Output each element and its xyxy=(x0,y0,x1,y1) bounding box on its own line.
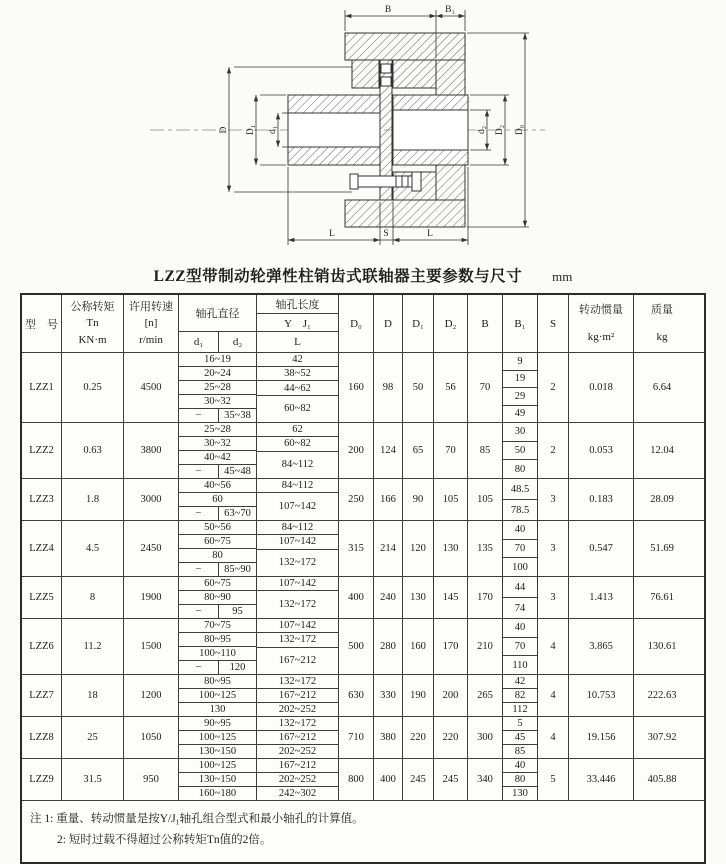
table-row xyxy=(22,619,704,675)
bore-d1-cell: − xyxy=(179,605,219,618)
table-row xyxy=(22,479,704,521)
bore-length-cell: 107~142 xyxy=(257,619,338,633)
bore-diameter-row: 60~75 xyxy=(179,535,256,549)
bore-diameter-row xyxy=(179,661,256,674)
unit-label: mm xyxy=(552,269,573,284)
header-torque-line2: Tn xyxy=(86,317,99,330)
header-inertia xyxy=(569,295,634,352)
title-bar xyxy=(0,264,726,286)
bore-length-column xyxy=(257,353,339,422)
d-cell: 214 xyxy=(374,521,403,576)
d2-dim-cell: 105 xyxy=(434,479,468,520)
b1-column xyxy=(503,619,538,674)
d1-dim-cell: 190 xyxy=(403,675,434,716)
b1-column xyxy=(503,479,538,520)
table-row xyxy=(22,675,704,717)
bore-length-cell: 84~112 xyxy=(257,521,338,535)
bore-diameter-row: 100~125 xyxy=(179,759,256,773)
b1-cell: 78.5 xyxy=(510,504,530,516)
b-cell: 210 xyxy=(468,619,503,674)
bore-diameter-row xyxy=(179,507,256,520)
bore-diameter-row: 30~32 xyxy=(179,437,256,451)
b1-cell: 112 xyxy=(512,704,528,715)
header-speed xyxy=(124,295,179,352)
speed-cell: 3000 xyxy=(124,479,179,520)
bore-d1-cell: − xyxy=(179,661,219,674)
dim-label-D0: D₀ xyxy=(515,124,525,136)
b1-cell: 40 xyxy=(503,619,537,638)
table-row xyxy=(22,759,704,801)
bore-length-column xyxy=(257,521,339,576)
speed-cell: 4500 xyxy=(124,353,179,422)
inertia-cell: 0.547 xyxy=(569,521,634,576)
d2-dim-cell: 145 xyxy=(434,577,468,618)
b-cell: 70 xyxy=(468,353,503,422)
s-cell: 3 xyxy=(538,479,569,520)
model-cell: LZZ3 xyxy=(22,479,62,520)
bore-length-cell: 202~252 xyxy=(278,704,317,715)
bore-length-cell: 132~172 xyxy=(278,599,317,611)
table-row xyxy=(22,423,704,479)
bore-length-cell: 132~172 xyxy=(257,675,338,689)
header-bore-length xyxy=(257,295,339,352)
s-cell: 3 xyxy=(538,521,569,576)
parameters-table xyxy=(20,293,706,864)
b1-column xyxy=(503,521,538,576)
bore-diameter-row: 80 xyxy=(179,549,256,563)
bore-diameter-column xyxy=(179,675,257,716)
bore-diameter-row xyxy=(179,465,256,478)
header-D0: D₀ xyxy=(339,295,374,352)
bore-length-cell: 44~62 xyxy=(257,381,338,395)
bore-diameter-row: 60 xyxy=(179,493,256,507)
b1-cell: 70 xyxy=(503,638,537,657)
b1-column xyxy=(503,759,538,800)
d1-dim-cell: 130 xyxy=(403,577,434,618)
b1-cell: 50 xyxy=(503,442,537,461)
dim-label-B: B xyxy=(384,5,392,15)
d-cell: 380 xyxy=(374,717,403,758)
bore-length-cell: 132~172 xyxy=(278,557,317,569)
mass-cell: 6.64 xyxy=(652,382,672,393)
mass-cell: 130.61 xyxy=(647,641,677,652)
header-mass xyxy=(634,295,690,352)
bore-diameter-row: 100~125 xyxy=(179,731,256,745)
mass-cell: 405.88 xyxy=(647,774,677,785)
bore-length-cell: 107~142 xyxy=(257,535,338,549)
header-speed-line2: [n] xyxy=(144,317,158,330)
bore-length-cell: 107~142 xyxy=(257,577,338,591)
b1-cell: 19 xyxy=(503,371,537,389)
d2-dim-cell: 56 xyxy=(434,353,468,422)
mass-cell: 28.09 xyxy=(650,494,674,505)
bore-d2-cell: 63~70 xyxy=(224,508,251,519)
bore-diameter-row: 160~180 xyxy=(198,788,237,799)
header-S: S xyxy=(538,295,569,352)
bore-length-cell: 132~172 xyxy=(257,633,338,647)
s-cell: 5 xyxy=(538,759,569,800)
d2-dim-cell: 200 xyxy=(434,675,468,716)
header-d1: d₁ xyxy=(179,332,219,352)
model-cell: LZZ6 xyxy=(22,619,62,674)
bore-d2-cell: 85~90 xyxy=(224,564,251,575)
d0-cell: 630 xyxy=(339,675,374,716)
header-bore-diameter-sub xyxy=(179,332,256,352)
d0-cell: 250 xyxy=(339,479,374,520)
dim-label-B1: B₁ xyxy=(445,5,455,15)
table-row xyxy=(22,521,704,577)
bore-diameter-column xyxy=(179,479,257,520)
header-torque xyxy=(62,295,124,352)
bore-length-column xyxy=(257,423,339,478)
d1-dim-cell: 120 xyxy=(403,521,434,576)
torque-cell: 31.5 xyxy=(62,759,124,800)
inertia-cell: 0.018 xyxy=(569,353,634,422)
b1-cell: 110 xyxy=(512,659,528,671)
bore-length-cell: 60~82 xyxy=(284,403,311,415)
bore-length-column xyxy=(257,717,339,758)
bore-length-column xyxy=(257,577,339,618)
b-cell: 105 xyxy=(468,479,503,520)
mass-cell: 307.92 xyxy=(647,732,677,743)
b1-cell: 74 xyxy=(514,602,526,614)
bore-diameter-row: 90~95 xyxy=(179,717,256,731)
d1-dim-cell: 220 xyxy=(403,717,434,758)
header-bore-diameter-title: 轴孔直径 xyxy=(179,295,256,332)
b1-cell: 40 xyxy=(503,521,537,540)
bore-diameter-row: 50~56 xyxy=(179,521,256,535)
inertia-cell: 0.183 xyxy=(569,479,634,520)
b1-cell: 70 xyxy=(503,540,537,559)
s-cell: 4 xyxy=(538,619,569,674)
torque-cell: 8 xyxy=(62,577,124,618)
inertia-cell: 0.053 xyxy=(569,423,634,478)
bore-diameter-column xyxy=(179,423,257,478)
model-cell: LZZ1 xyxy=(22,353,62,422)
bore-length-cell: 60~82 xyxy=(257,437,338,451)
bore-d1-cell: − xyxy=(179,465,219,478)
bore-d2-cell: 45~48 xyxy=(224,466,251,477)
header-yj1: Y J₁ xyxy=(257,314,338,332)
d1-dim-cell: 50 xyxy=(403,353,434,422)
bore-diameter-row: 130~150 xyxy=(179,773,256,787)
b1-cell: 45 xyxy=(503,731,537,745)
dim-label-d1: d₁ xyxy=(268,125,278,135)
header-L: L xyxy=(294,336,301,348)
b1-cell: 82 xyxy=(503,689,537,703)
bore-diameter-column xyxy=(179,759,257,800)
header-D: D xyxy=(374,295,403,352)
speed-cell: 1200 xyxy=(124,675,179,716)
dim-label-D2: D₂ xyxy=(495,124,505,136)
header-inertia-line2: kg·m² xyxy=(587,330,615,343)
b1-cell: 100 xyxy=(512,561,528,573)
header-mass-line1: 质量 xyxy=(651,304,673,316)
dim-label-D1: D₁ xyxy=(246,124,256,136)
bore-diameter-row: 130~150 xyxy=(198,746,237,757)
bore-length-cell: 84~112 xyxy=(281,459,314,471)
d1-dim-cell: 65 xyxy=(403,423,434,478)
bore-diameter-row xyxy=(179,605,256,618)
header-B: B xyxy=(468,295,503,352)
bore-diameter-row: 25~28 xyxy=(179,381,256,395)
speed-cell: 3800 xyxy=(124,423,179,478)
torque-cell: 1.8 xyxy=(62,479,124,520)
header-torque-line3: KN·m xyxy=(78,333,107,346)
bore-diameter-row: 80~95 xyxy=(179,633,256,647)
torque-cell: 18 xyxy=(62,675,124,716)
b1-cell: 42 xyxy=(503,675,537,689)
header-model: 型 号 xyxy=(22,295,62,352)
dim-label-D: D xyxy=(219,126,229,134)
bore-length-cell: 84~112 xyxy=(257,479,338,493)
speed-cell: 950 xyxy=(124,759,179,800)
bore-length-column xyxy=(257,675,339,716)
bore-length-cell: 107~142 xyxy=(278,501,317,513)
d-cell: 166 xyxy=(374,479,403,520)
header-B1: B₁ xyxy=(503,295,538,352)
dim-label-S: S xyxy=(383,229,389,239)
bore-length-cell: 202~252 xyxy=(257,773,338,787)
bore-diameter-row: 16~19 xyxy=(179,353,256,367)
header-mass-line2: kg xyxy=(656,330,668,343)
dim-label-L-left: L xyxy=(329,229,335,239)
b1-cell: 44 xyxy=(503,577,537,598)
mass-cell: 76.61 xyxy=(650,592,674,603)
b-cell: 170 xyxy=(468,577,503,618)
inertia-cell: 19.156 xyxy=(569,717,634,758)
b1-cell: 9 xyxy=(503,353,537,371)
bore-d2-cell: 95 xyxy=(232,606,243,617)
d1-dim-cell: 90 xyxy=(403,479,434,520)
header-speed-line3: r/min xyxy=(139,333,163,346)
b1-cell: 40 xyxy=(503,759,537,773)
bore-d1-cell: − xyxy=(179,409,219,422)
bore-diameter-row: 30~32 xyxy=(179,395,256,409)
torque-cell: 0.25 xyxy=(62,353,124,422)
torque-cell: 11.2 xyxy=(62,619,124,674)
bore-diameter-row: 40~42 xyxy=(179,451,256,465)
page-title: LZZ型带制动轮弹性柱销齿式联轴器主要参数与尺寸 xyxy=(153,268,523,285)
d2-dim-cell: 70 xyxy=(434,423,468,478)
b1-cell: 29 xyxy=(503,388,537,406)
speed-cell: 1050 xyxy=(124,717,179,758)
b-cell: 135 xyxy=(468,521,503,576)
header-D1: D₁ xyxy=(403,295,434,352)
bore-length-cell: 167~212 xyxy=(278,655,317,667)
d0-cell: 160 xyxy=(339,353,374,422)
header-inertia-line1: 转动惯量 xyxy=(579,304,623,316)
d2-dim-cell: 170 xyxy=(434,619,468,674)
dim-label-d2: d₂ xyxy=(477,125,487,135)
b1-cell: 5 xyxy=(503,717,537,731)
bore-diameter-row xyxy=(179,409,256,422)
notes xyxy=(22,801,704,862)
b1-column xyxy=(503,353,538,422)
d-cell: 124 xyxy=(374,423,403,478)
d-cell: 240 xyxy=(374,577,403,618)
speed-cell: 1500 xyxy=(124,619,179,674)
bore-diameter-row xyxy=(179,563,256,576)
bore-length-cell: 42 xyxy=(257,353,338,367)
model-cell: LZZ5 xyxy=(22,577,62,618)
bore-diameter-row: 40~56 xyxy=(179,479,256,493)
bore-length-column xyxy=(257,479,339,520)
bore-d2-cell: 120 xyxy=(229,662,246,673)
b-cell: 85 xyxy=(468,423,503,478)
b1-cell: 48.5 xyxy=(503,479,537,500)
header-d2: d₂ xyxy=(232,336,243,348)
bore-diameter-row: 80~95 xyxy=(179,675,256,689)
table-row xyxy=(22,577,704,619)
torque-cell: 0.63 xyxy=(62,423,124,478)
note-line-2: 2: 短时过载不得超过公称转矩Tn值的2倍。 xyxy=(57,834,272,847)
bore-diameter-row: 25~28 xyxy=(179,423,256,437)
header-bore-length-title: 轴孔长度 xyxy=(257,295,338,314)
bore-length-cell: 167~212 xyxy=(257,731,338,745)
bore-length-cell: 62 xyxy=(257,423,338,437)
model-cell: LZZ4 xyxy=(22,521,62,576)
header-torque-line1: 公称转矩 xyxy=(70,300,115,313)
note-line-1: 注 1: 重量、转动惯量是按Y/J₁轴孔组合型式和最小轴孔的计算值。 xyxy=(30,813,364,825)
d1-dim-cell: 245 xyxy=(403,759,434,800)
b1-cell: 30 xyxy=(503,423,537,442)
b1-cell: 130 xyxy=(512,788,528,799)
bore-diameter-column xyxy=(179,717,257,758)
bore-length-cell: 242~302 xyxy=(278,788,317,799)
d-cell: 280 xyxy=(374,619,403,674)
header-speed-line1: 许用转速 xyxy=(129,300,173,313)
b1-cell: 80 xyxy=(503,773,537,787)
header-bore-diameter xyxy=(179,295,257,352)
model-cell: LZZ9 xyxy=(22,759,62,800)
s-cell: 2 xyxy=(538,353,569,422)
bore-diameter-row: 70~75 xyxy=(179,619,256,633)
dim-label-L-right: L xyxy=(427,229,433,239)
inertia-cell: 33.446 xyxy=(569,759,634,800)
d0-cell: 500 xyxy=(339,619,374,674)
bore-length-cell: 167~212 xyxy=(257,689,338,703)
d2-dim-cell: 130 xyxy=(434,521,468,576)
torque-cell: 25 xyxy=(62,717,124,758)
bore-length-cell: 202~252 xyxy=(278,746,317,757)
inertia-cell: 3.865 xyxy=(569,619,634,674)
b-cell: 265 xyxy=(468,675,503,716)
model-cell: LZZ2 xyxy=(22,423,62,478)
bore-length-column xyxy=(257,619,339,674)
bore-length-cell: 132~172 xyxy=(257,717,338,731)
bore-diameter-column xyxy=(179,521,257,576)
inertia-cell: 10.753 xyxy=(569,675,634,716)
d2-dim-cell: 245 xyxy=(434,759,468,800)
b1-cell: 49 xyxy=(514,408,526,420)
table-row xyxy=(22,353,704,423)
d0-cell: 710 xyxy=(339,717,374,758)
d0-cell: 315 xyxy=(339,521,374,576)
b-cell: 340 xyxy=(468,759,503,800)
bore-diameter-row: 20~24 xyxy=(179,367,256,381)
b1-column xyxy=(503,577,538,618)
d0-cell: 200 xyxy=(339,423,374,478)
torque-cell: 4.5 xyxy=(62,521,124,576)
s-cell: 2 xyxy=(538,423,569,478)
model-cell: LZZ7 xyxy=(22,675,62,716)
b-cell: 300 xyxy=(468,717,503,758)
b1-cell: 80 xyxy=(514,463,526,475)
mass-cell: 222.63 xyxy=(647,690,677,701)
s-cell: 4 xyxy=(538,675,569,716)
d-cell: 400 xyxy=(374,759,403,800)
bore-diameter-column xyxy=(179,619,257,674)
d1-dim-cell: 160 xyxy=(403,619,434,674)
bore-d1-cell: − xyxy=(179,507,219,520)
b1-column xyxy=(503,717,538,758)
bore-d1-cell: − xyxy=(179,563,219,576)
bore-diameter-row: 100~110 xyxy=(179,647,256,661)
bore-diameter-row: 60~75 xyxy=(179,577,256,591)
model-cell: LZZ8 xyxy=(22,717,62,758)
b1-column xyxy=(503,423,538,478)
bore-length-cell: 167~212 xyxy=(257,759,338,773)
b1-cell: 85 xyxy=(514,746,526,757)
header-D2: D₂ xyxy=(434,295,468,352)
bore-diameter-row: 80~90 xyxy=(179,591,256,605)
inertia-cell: 1.413 xyxy=(569,577,634,618)
coupling-cross-section-drawing xyxy=(0,0,726,258)
bore-diameter-column xyxy=(179,353,257,422)
s-cell: 3 xyxy=(538,577,569,618)
d-cell: 330 xyxy=(374,675,403,716)
mass-cell: 12.04 xyxy=(650,445,674,456)
speed-cell: 1900 xyxy=(124,577,179,618)
bore-length-cell: 38~52 xyxy=(257,367,338,381)
mass-cell: 51.69 xyxy=(650,543,674,554)
bore-diameter-row: 100~125 xyxy=(179,689,256,703)
bore-diameter-column xyxy=(179,577,257,618)
table-body xyxy=(22,353,704,801)
bore-d2-cell: 35~38 xyxy=(224,410,251,421)
table-row xyxy=(22,717,704,759)
d2-dim-cell: 220 xyxy=(434,717,468,758)
d0-cell: 400 xyxy=(339,577,374,618)
bore-diameter-row: 130 xyxy=(209,704,226,715)
bore-length-column xyxy=(257,759,339,800)
d-cell: 98 xyxy=(374,353,403,422)
speed-cell: 2450 xyxy=(124,521,179,576)
table-header xyxy=(22,295,704,353)
b1-column xyxy=(503,675,538,716)
s-cell: 4 xyxy=(538,717,569,758)
d0-cell: 800 xyxy=(339,759,374,800)
